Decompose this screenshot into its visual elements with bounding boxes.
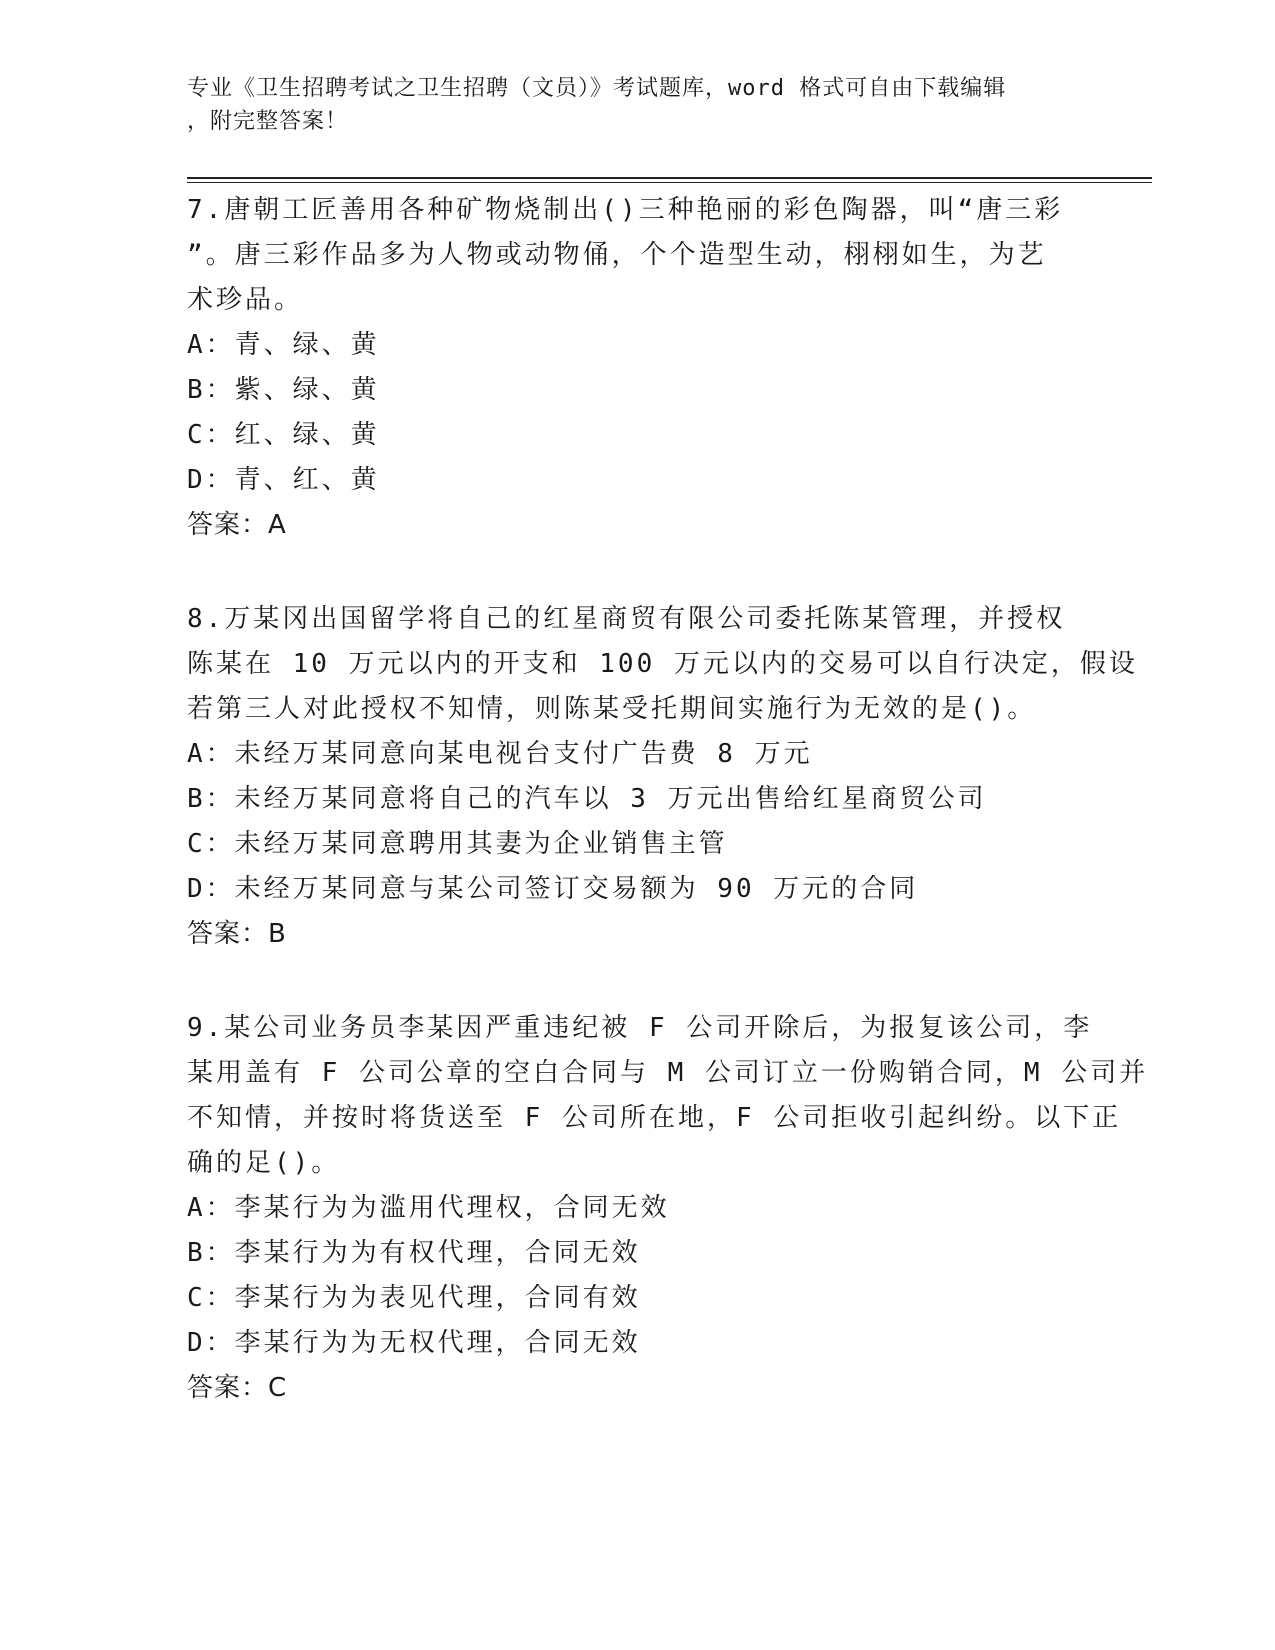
question-stem-line: 陈某在 10 万元以内的开支和 100 万元以内的交易可以自行决定，假设 (187, 649, 1138, 679)
option-b: B：李某行为为有权代理，合同无效 (187, 1238, 641, 1268)
header-line-1: 专业《卫生招聘考试之卫生招聘（文员）》考试题库，word 格式可自由下载编辑 (187, 76, 1007, 101)
option-b: B：紫、绿、黄 (187, 375, 380, 405)
question-stem-line: 术珍品。 (187, 285, 304, 315)
question-stem-line: 9.某公司业务员李某因严重违纪被 F 公司开除后，为报复该公司，李 (187, 1013, 1093, 1043)
option-a: A：未经万某同意向某电视台支付广告费 8 万元 (187, 739, 813, 769)
question-8 (187, 597, 1138, 957)
option-a: A：青、绿、黄 (187, 330, 380, 360)
option-b: B：未经万某同意将自己的汽车以 3 万元出售给红星商贸公司 (187, 784, 987, 814)
option-a: A：李某行为为滥用代理权，合同无效 (187, 1193, 670, 1223)
question-stem-line: 确的足()。 (187, 1148, 341, 1178)
answer-label: 答案：A (187, 510, 287, 540)
question-stem-line: 8.万某冈出国留学将自己的红星商贸有限公司委托陈某管理，并授权 (187, 604, 1066, 634)
question-7 (187, 188, 1087, 548)
option-c: C：未经万某同意聘用其妻为企业销售主管 (187, 829, 728, 859)
question-stem-line: ”。唐三彩作品多为人物或动物俑，个个造型生动，栩栩如生，为艺 (187, 240, 1047, 270)
document-header (187, 72, 1067, 138)
answer-label: 答案：B (187, 919, 287, 949)
option-d: D：青、红、黄 (187, 465, 380, 495)
question-stem-line: 若第三人对此授权不知情，则陈某受托期间实施行为无效的是()。 (187, 694, 1037, 724)
question-stem-line: 不知情，并按时将货送至 F 公司所在地，F 公司拒收引起纠纷。以下正 (187, 1103, 1122, 1133)
question-stem-line: 7.唐朝工匠善用各种矿物烧制出()三种艳丽的彩色陶器，叫“唐三彩 (187, 195, 1064, 225)
header-divider-thick (187, 177, 1152, 179)
option-d: D：未经万某同意与某公司签订交易额为 90 万元的合同 (187, 874, 919, 904)
header-line-2: ，附完整答案！ (187, 109, 349, 134)
question-9 (187, 1006, 1149, 1411)
answer-label: 答案：C (187, 1373, 288, 1403)
header-divider-thin (187, 182, 1152, 183)
question-stem-line: 某用盖有 F 公司公章的空白合同与 M 公司订立一份购销合同，M 公司并 (187, 1058, 1149, 1088)
option-c: C：李某行为为表见代理，合同有效 (187, 1283, 641, 1313)
option-d: D：李某行为为无权代理，合同无效 (187, 1328, 641, 1358)
option-c: C：红、绿、黄 (187, 420, 380, 450)
